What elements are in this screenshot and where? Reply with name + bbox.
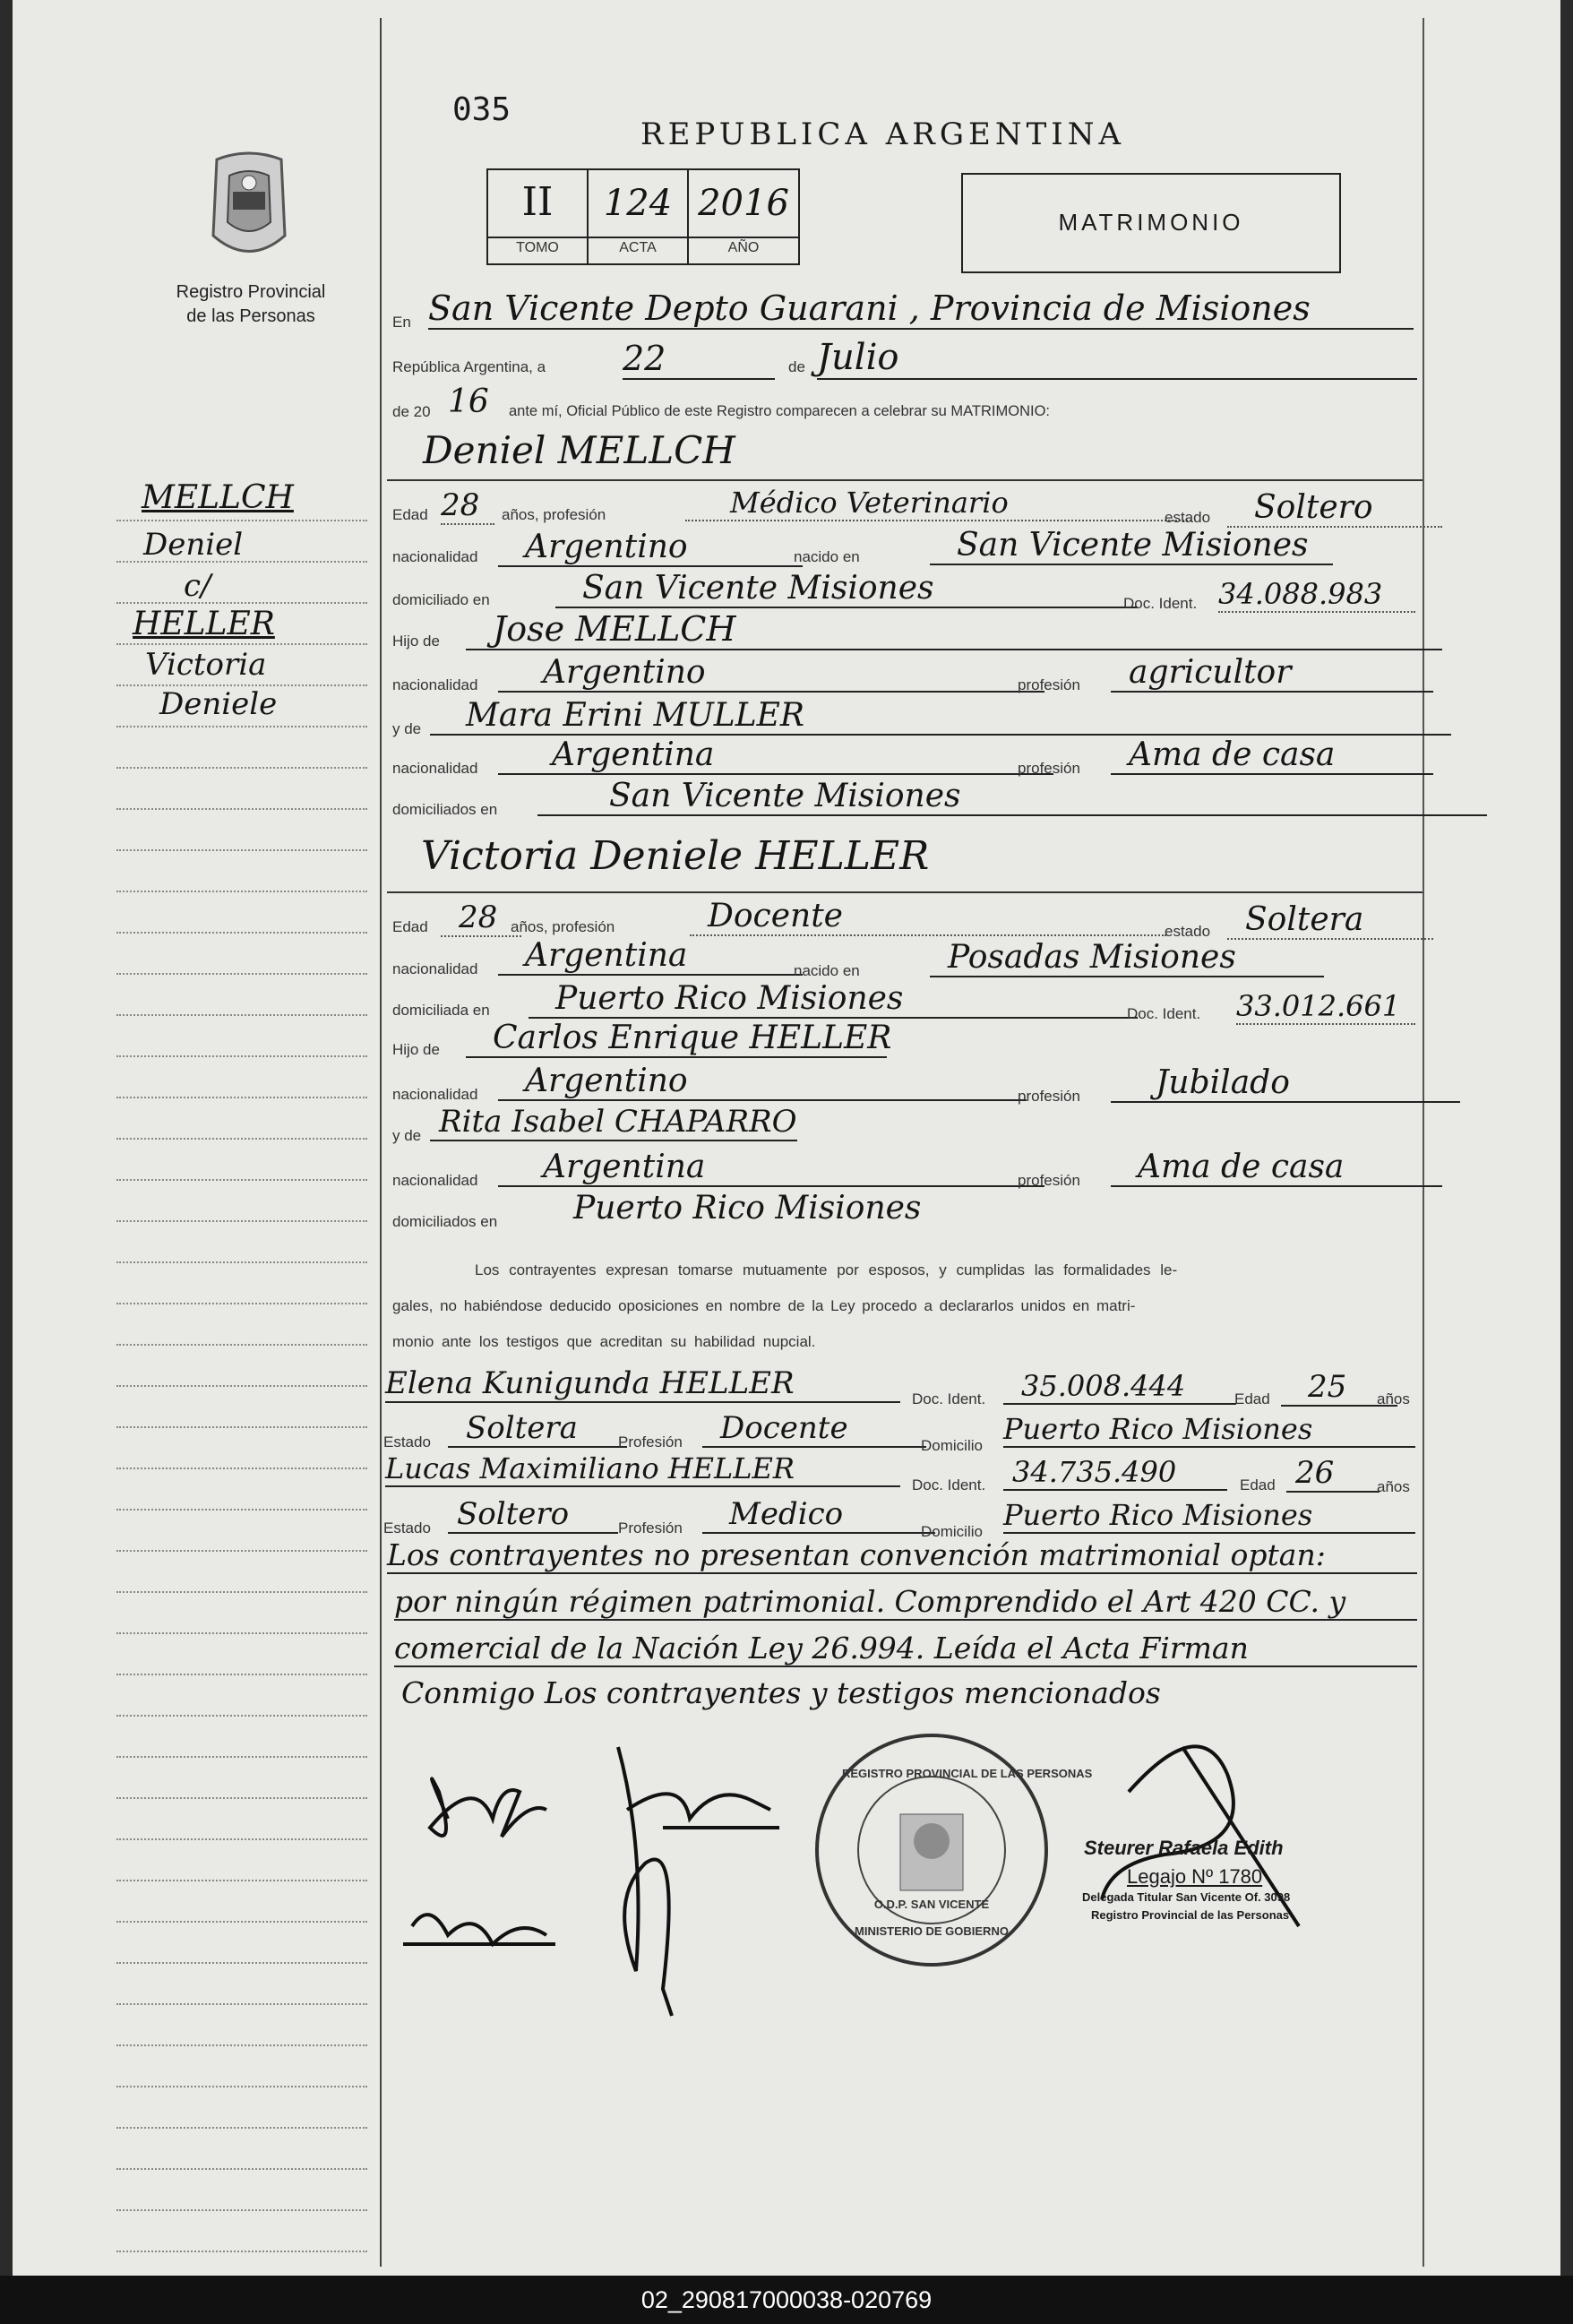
bride-hijo-label: Hijo de bbox=[392, 1041, 440, 1058]
declaration-line3: monio ante los testigos que acreditan su habilidad nupcial. bbox=[392, 1333, 816, 1350]
acta-value: 124 bbox=[603, 183, 673, 224]
witness1-doc: 35.008.444 bbox=[1003, 1369, 1236, 1405]
section-divider bbox=[387, 891, 1423, 893]
witness2-estado-label: Estado bbox=[383, 1519, 431, 1536]
witness1-estado: Soltera bbox=[448, 1410, 627, 1448]
groom-domiciliados-label: domiciliados en bbox=[392, 801, 498, 818]
groom-hijo-label: Hijo de bbox=[392, 633, 440, 650]
margin-ruled-line bbox=[116, 520, 367, 521]
witness1-edad-label: Edad bbox=[1234, 1390, 1270, 1407]
stamp-office: O.D.P. SAN VICENTE bbox=[873, 1898, 990, 1911]
bride-mother-profession: Ama de casa bbox=[1111, 1149, 1442, 1187]
marriage-place: San Vicente Depto Guarani , Provincia de Misiones bbox=[428, 288, 1414, 330]
groom-parents-domicile: San Vicente Misiones bbox=[537, 778, 1487, 816]
witness1-name: Elena Kunigunda HELLER bbox=[385, 1365, 900, 1403]
bride-anos-prof-label: años, profesión bbox=[511, 918, 615, 935]
margin-ruled-line bbox=[116, 973, 367, 975]
bride-nationality: Argentina bbox=[498, 937, 803, 976]
witness2-estado: Soltero bbox=[448, 1496, 618, 1534]
bride-father: Carlos Enrique HELLER bbox=[466, 1020, 887, 1058]
bride-estado: Soltera bbox=[1227, 901, 1433, 940]
groom-name: Deniel MELLCH bbox=[423, 428, 735, 472]
margin-ruled-line bbox=[116, 1962, 367, 1964]
margin-ruled-line bbox=[116, 849, 367, 851]
margin-ruled-line bbox=[116, 1468, 367, 1469]
margin-ruled-line bbox=[116, 1632, 367, 1634]
registry-name-line1: Registro Provincial bbox=[176, 282, 326, 302]
officer-registry: Registro Provincial de las Personas bbox=[1091, 1908, 1290, 1922]
witness1-domicile: Puerto Rico Misiones bbox=[1003, 1412, 1415, 1448]
groom-age: 28 bbox=[441, 487, 494, 525]
note-line2: por ningún régimen patrimonial. Comprendido el Art 420 CC. y bbox=[394, 1584, 1417, 1621]
bride-name: Victoria Deniele HELLER bbox=[421, 833, 930, 879]
margin-ruled-line bbox=[116, 1261, 367, 1263]
witness2-profession: Medico bbox=[702, 1496, 935, 1534]
margin-ruled-line bbox=[116, 2251, 367, 2252]
registry-logo bbox=[199, 151, 299, 267]
groom-father: Jose MELLCH bbox=[466, 609, 1442, 650]
groom-father-nat: Argentino bbox=[498, 654, 1044, 693]
left-page-edge bbox=[0, 0, 13, 2276]
margin-ruled-line bbox=[116, 1880, 367, 1881]
groom-doc: 34.088.983 bbox=[1218, 577, 1415, 613]
bride-estado-label: estado bbox=[1165, 923, 1211, 940]
margin-ruled-line bbox=[116, 1303, 367, 1304]
bride-profession: Docente bbox=[690, 898, 1166, 936]
witness2-edad-label: Edad bbox=[1240, 1476, 1276, 1493]
bride-nacionalidad-label: nacionalidad bbox=[392, 960, 478, 977]
bride-doc-label: Doc. Ident. bbox=[1127, 1005, 1201, 1022]
groom-mother-nat-label: nacionalidad bbox=[392, 760, 478, 777]
bride-nacido-label: nacido en bbox=[794, 962, 860, 979]
margin-ruled-line bbox=[116, 891, 367, 892]
groom-signature bbox=[430, 1778, 546, 1837]
groom-father-profession: agricultor bbox=[1111, 654, 1433, 693]
margin-ruled-line bbox=[116, 1426, 367, 1428]
margin-ruled-line bbox=[116, 1550, 367, 1552]
witness2-anos-label: años bbox=[1377, 1478, 1410, 1495]
de-label: de bbox=[788, 358, 805, 375]
margin-ruled-line bbox=[116, 1838, 367, 1840]
margin-ruled-line bbox=[116, 2003, 367, 2005]
witness1-profesion-label: Profesión bbox=[618, 1433, 683, 1450]
bride-parents-domicile: Puerto Rico Misiones bbox=[573, 1190, 922, 1227]
bride-father-nat-label: nacionalidad bbox=[392, 1086, 478, 1103]
groom-father-prof-label: profesión bbox=[1018, 676, 1080, 693]
witness2-profesion-label: Profesión bbox=[618, 1519, 683, 1536]
margin-ruled-line bbox=[116, 602, 367, 604]
groom-father-nat-label: nacionalidad bbox=[392, 676, 478, 693]
en-label: En bbox=[392, 314, 411, 331]
bride-mother-prof-label: profesión bbox=[1018, 1172, 1080, 1189]
bride-domicile: Puerto Rico Misiones bbox=[529, 980, 1138, 1019]
act-type-box bbox=[961, 173, 1341, 273]
margin-ruled-line bbox=[116, 1097, 367, 1098]
country-header: REPUBLICA ARGENTINA bbox=[640, 116, 1126, 152]
witness1-doc-label: Doc. Ident. bbox=[912, 1390, 986, 1407]
groom-mother-nat: Argentina bbox=[498, 736, 1053, 775]
declaration-line2: gales, no habiéndose deducido oposiciones en nombre de la Ley procedo a declararlos unidos en matri- bbox=[392, 1297, 1136, 1314]
scan-id-footer: 02_290817000038-020769 bbox=[0, 2276, 1573, 2324]
tomo-value: II bbox=[521, 179, 554, 225]
margin-groom-name: Deniel bbox=[143, 527, 244, 563]
anio-value: 2016 bbox=[698, 183, 789, 224]
intro-statement: ante mí, Oficial Público de este Registro comparecen a celebrar su MATRIMONIO: bbox=[509, 403, 1051, 419]
margin-ruled-line bbox=[116, 726, 367, 727]
margin-ruled-line bbox=[116, 808, 367, 810]
act-type: MATRIMONIO bbox=[1058, 209, 1244, 236]
witness1-profession: Docente bbox=[702, 1410, 926, 1448]
margin-ruled-line bbox=[116, 1591, 367, 1593]
marriage-year-suffix: 16 bbox=[448, 383, 489, 420]
witness-signature bbox=[403, 1915, 555, 1944]
groom-birthplace: San Vicente Misiones bbox=[930, 527, 1333, 565]
section-divider bbox=[387, 479, 1423, 481]
margin-ruled-line bbox=[116, 1674, 367, 1675]
witness2-domicilio-label: Domicilio bbox=[921, 1523, 983, 1540]
margin-ruled-line bbox=[116, 1756, 367, 1758]
groom-estado-label: estado bbox=[1165, 509, 1211, 526]
right-page-edge bbox=[1560, 0, 1573, 2276]
witness2-domicile: Puerto Rico Misiones bbox=[1003, 1498, 1415, 1534]
groom-anos-prof-label: años, profesión bbox=[502, 506, 606, 523]
stamp-ring-text: REGISTRO PROVINCIAL DE LAS PERSONAS bbox=[842, 1767, 1093, 1780]
margin-ruled-line bbox=[116, 2168, 367, 2170]
groom-profession: Médico Veterinario bbox=[685, 486, 1191, 521]
margin-ruled-line bbox=[116, 767, 367, 769]
witness2-doc-label: Doc. Ident. bbox=[912, 1476, 986, 1493]
bride-doc: 33.012.661 bbox=[1236, 989, 1415, 1025]
groom-edad-label: Edad bbox=[392, 506, 428, 523]
bride-father-nat: Argentino bbox=[498, 1063, 1027, 1101]
bride-domiciliada-label: domiciliada en bbox=[392, 1002, 490, 1019]
margin-groom-surname: MELLCH bbox=[142, 479, 294, 516]
year-prefix: de 20 bbox=[392, 403, 431, 420]
witness2-age: 26 bbox=[1286, 1455, 1380, 1493]
groom-nacionalidad-label: nacionalidad bbox=[392, 548, 478, 565]
bride-mother-nat-label: nacionalidad bbox=[392, 1172, 478, 1189]
officer-title: Delegada Titular San Vicente Of. 3098 bbox=[1082, 1890, 1291, 1904]
republica-label: República Argentina, a bbox=[392, 358, 546, 375]
margin-con: c/ bbox=[184, 568, 211, 604]
registry-name-line2: de las Personas bbox=[186, 306, 315, 326]
margin-ruled-line bbox=[116, 2209, 367, 2211]
witness2-name: Lucas Maximiliano HELLER bbox=[385, 1451, 900, 1487]
margin-ruled-line bbox=[116, 1921, 367, 1923]
witness1-age: 25 bbox=[1281, 1369, 1397, 1407]
groom-yde-label: y de bbox=[392, 720, 422, 737]
bride-mother: Rita Isabel CHAPARRO bbox=[430, 1104, 797, 1141]
margin-bride-surname: HELLER bbox=[133, 606, 275, 642]
witness2-doc: 34.735.490 bbox=[1003, 1455, 1227, 1491]
groom-nationality: Argentino bbox=[498, 529, 803, 567]
witness1-estado-label: Estado bbox=[383, 1433, 431, 1450]
tomo-label: TOMO bbox=[516, 240, 559, 255]
groom-mother-profession: Ama de casa bbox=[1111, 736, 1433, 775]
groom-mother-prof-label: profesión bbox=[1018, 760, 1080, 777]
margin-ruled-line bbox=[116, 1715, 367, 1717]
marriage-month: Julio bbox=[817, 337, 1417, 380]
groom-estado: Soltero bbox=[1227, 489, 1442, 528]
margin-ruled-line bbox=[116, 1385, 367, 1387]
margin-ruled-line bbox=[116, 1344, 367, 1346]
margin-ruled-line bbox=[116, 1138, 367, 1140]
tomo-acta-anio-box bbox=[486, 168, 800, 265]
bride-yde-label: y de bbox=[392, 1127, 422, 1144]
margin-ruled-line bbox=[116, 1179, 367, 1181]
margin-ruled-line bbox=[116, 2044, 367, 2046]
misiones-coat-of-arms-icon bbox=[199, 151, 299, 267]
bride-mother-nat: Argentina bbox=[498, 1149, 1044, 1187]
margin-ruled-line bbox=[116, 2086, 367, 2087]
bride-domiciliados-label: domiciliados en bbox=[392, 1213, 498, 1230]
groom-domiciliado-label: domiciliado en bbox=[392, 591, 490, 608]
official-stamp bbox=[811, 1729, 1093, 1971]
bride-father-prof-label: profesión bbox=[1018, 1088, 1080, 1105]
groom-nacido-label: nacido en bbox=[794, 548, 860, 565]
bride-edad-label: Edad bbox=[392, 918, 428, 935]
bride-father-profession: Jubilado bbox=[1111, 1064, 1460, 1103]
declaration-line1: Los contrayentes expresan tomarse mutuamente por esposos, y cumplidas las formalidades le- bbox=[475, 1261, 1178, 1278]
margin-ruled-line bbox=[116, 1055, 367, 1057]
bride-birthplace: Posadas Misiones bbox=[930, 939, 1324, 977]
margin-ruled-line bbox=[116, 1509, 367, 1511]
margin-ruled-line bbox=[116, 1220, 367, 1222]
margin-ruled-line bbox=[116, 643, 367, 645]
groom-domicile: San Vicente Misiones bbox=[555, 570, 1138, 608]
marriage-day: 22 bbox=[623, 339, 775, 380]
margin-bride-name2: Deniele bbox=[159, 686, 278, 722]
note-line1: Los contrayentes no presentan convención matrimonial optan: bbox=[387, 1537, 1417, 1574]
witness1-domicilio-label: Domicilio bbox=[921, 1437, 983, 1454]
folio-number: 035 bbox=[452, 91, 511, 128]
witness1-anos-label: años bbox=[1377, 1390, 1410, 1407]
groom-doc-label: Doc. Ident. bbox=[1123, 595, 1198, 612]
note-line4: Conmigo Los contrayentes y testigos mencionados bbox=[401, 1675, 1161, 1710]
note-line3: comercial de la Nación Ley 26.994. Leída el Acta Firman bbox=[394, 1631, 1417, 1667]
margin-ruled-line bbox=[116, 1797, 367, 1799]
margin-ruled-line bbox=[116, 2127, 367, 2129]
margin-ruled-line bbox=[116, 1014, 367, 1016]
bride-signature-flourish bbox=[627, 1794, 779, 1828]
officer-name: Steurer Rafaela Edith bbox=[1084, 1837, 1284, 1859]
acta-label: ACTA bbox=[619, 240, 657, 255]
margin-bride-name1: Victoria bbox=[145, 647, 267, 683]
anio-label: AÑO bbox=[727, 240, 760, 255]
groom-mother: Mara Erini MULLER bbox=[430, 697, 1451, 736]
stamp-bottom-text: MINISTERIO DE GOBIERNO bbox=[855, 1924, 1009, 1938]
margin-ruled-line bbox=[116, 932, 367, 934]
officer-legajo: Legajo Nº 1780 bbox=[1127, 1865, 1263, 1888]
bride-signature bbox=[618, 1747, 672, 2016]
bride-age: 28 bbox=[441, 899, 521, 937]
margin-separator-line bbox=[380, 18, 382, 2267]
